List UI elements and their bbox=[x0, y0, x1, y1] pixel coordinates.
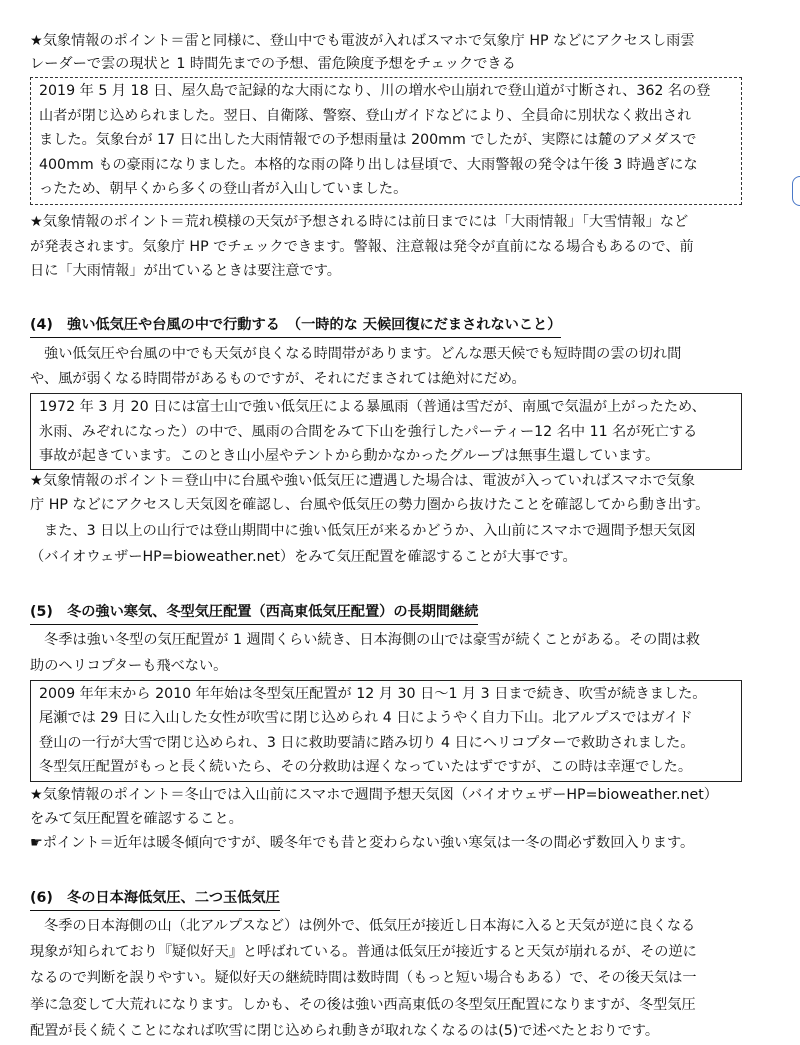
section-5-point bbox=[30, 783, 746, 855]
section-5-point-line-3: ☛ポイント＝近年は暖冬傾向ですが、暖冬年でも昔と変わらない強い寒気は一冬の間必ず数回入ります。 bbox=[30, 835, 695, 851]
section-5-point-line-1: ★気象情報のポイント＝冬山では入山前にスマホで週間予想天気図（バイオウェザーHP=bioweather.net） bbox=[30, 787, 718, 803]
case-box-fuji bbox=[30, 393, 742, 470]
section-6-body-line-3: なるので判断を誤りやすい。疑似好天の継続時間は数時間（もっと短い場合もある）で、その後天気は一 bbox=[30, 970, 697, 987]
section-6-body-line-2: 現象が知られており『疑似好天』と呼ばれている。普通は低気圧が接近すると天気が崩れるが、その逆に bbox=[30, 944, 697, 961]
section-4-extra-line-1: また、3 日以上の山行では登山期間中に強い低気圧が来るかどうか、入山前にスマホで週間予想天気図 bbox=[44, 523, 696, 539]
case-line-1: 2019 年 5 月 18 日、屋久島で記録的な大雨になり、川の増水や山崩れで登山道が寸断され、362 名の登 bbox=[39, 83, 711, 99]
fuji-line-1: 1972 年 3 月 20 日には富士山で強い低気圧による暴風雨（普通は雪だが、南風で気温が上がったため、 bbox=[39, 399, 706, 415]
case-line-4: 400mm もの豪雨になりました。本格的な雨の降り出しは昼頃で、大雨警報の発令は午後 3 時過ぎにな bbox=[39, 156, 698, 173]
winter-case-line-2: 尾瀬では 29 日に入山した女性が吹雪に閉じ込められ 4 日にようやく自力下山。北アルプスではガイド bbox=[39, 710, 693, 727]
section-4-body-line-1: 強い低気圧や台風の中でも天気が良くなる時間帯があります。どんな悪天候でも短時間の雲の切れ間 bbox=[44, 346, 682, 362]
section-5-point-line-2: をみて気圧配置を確認すること。 bbox=[30, 811, 243, 827]
section-5-heading: (5) 冬の強い寒気、冬型気圧配置（西高東低気圧配置）の長期間継続 bbox=[30, 601, 478, 625]
heavy-rain-point bbox=[30, 210, 746, 284]
section-6-body-line-1: 冬季の日本海側の山（北アルプスなど）は例外で、低気圧が接近し日本海に入ると天気が逆に良くなる bbox=[44, 918, 696, 934]
section-5-body bbox=[30, 627, 746, 679]
side-marker-icon bbox=[792, 176, 800, 206]
section-4-heading: (4) 強い低気圧や台風の中で行動する （一時的な 天候回復にだまされないこと） bbox=[30, 314, 561, 338]
section-4-body bbox=[30, 342, 746, 392]
case-box-yakushima bbox=[30, 77, 742, 205]
case-line-3: ました。気象台が 17 日に出した大雨情報での予想雨量は 200mm でしたが、実際には麓のアメダスで bbox=[39, 132, 697, 149]
section-6-body bbox=[30, 913, 746, 1044]
section-6-heading: (6) 冬の日本海低気圧、二つ玉低気圧 bbox=[30, 887, 280, 911]
fuji-line-2: 氷雨、みぞれになった）の中で、風雨の合間をみて下山を強行したパーティー12 名中 11 名が死亡する bbox=[39, 423, 698, 440]
fuji-line-3: 事故が起きています。このとき山小屋やテントから動かなかったグループは無事生還しています。 bbox=[39, 448, 660, 465]
section-6-body-line-5: 配置が長く続くことになれば吹雪に閉じ込められ動きが取れなくなるのは(5)で述べたとおりです。 bbox=[30, 1022, 660, 1039]
section-4-body-line-2: や、風が弱くなる時間帯があるものですが、それにだまされては絶対にだめ。 bbox=[30, 371, 526, 387]
winter-case-line-1: 2009 年年末から 2010 年年始は冬型気圧配置が 12 月 30 日～1 月 3 日まで続き、吹雪が続きました。 bbox=[39, 686, 707, 702]
case-line-5: ったため、朝早くから多くの登山者が入山していました。 bbox=[39, 181, 408, 198]
section-6-body-line-4: 挙に急変して大荒れになります。しかも、その後は強い西高東低の冬型気圧配置になりますが、冬型気圧 bbox=[30, 996, 696, 1013]
section-5-body-line-2: 助のヘリコプターも飛べない。 bbox=[30, 658, 228, 674]
intro-line-1: ★気象情報のポイント＝雷と同様に、登山中でも電波が入ればスマホで気象庁 HP などにアクセスし雨雲 bbox=[30, 33, 695, 49]
intro-point bbox=[30, 30, 746, 75]
winter-case-line-4: 冬型気圧配置がもっと長く続いたら、その分救助は遅くなっていたはずですが、この時は幸運でした。 bbox=[39, 758, 693, 775]
heavy-rain-line-3: 日に「大雨情報」が出ているときは要注意です。 bbox=[30, 263, 341, 279]
section-4-extra bbox=[30, 518, 746, 570]
heavy-rain-line-1: ★気象情報のポイント＝荒れ模様の天気が予想される時には前日までには「大雨情報」「大雪情報」など bbox=[30, 214, 689, 230]
winter-case-line-3: 登山の一行が大雪で閉じ込められ、3 日に救助要請に踏み切り 4 日にヘリコプターで救助されました。 bbox=[39, 734, 695, 751]
case-line-2: 山者が閉じ込められました。翌日、自衛隊、警察、登山ガイドなどにより、全員命に別状なく救出され bbox=[39, 107, 692, 124]
section-4-point-line-1: ★気象情報のポイント＝登山中に台風や強い低気圧に遭遇した場合は、電波が入っていればスマホで気象 bbox=[30, 473, 696, 489]
intro-line-2: レーダーで雲の現状と 1 時間先までの予想、雷危険度予想をチェックできる bbox=[30, 55, 516, 72]
section-4-point-line-2: 庁 HP などにアクセスし天気図を確認し、台風や低気圧の勢力圏から抜けたことを確認してから動き出す。 bbox=[30, 496, 710, 513]
section-4-point bbox=[30, 470, 746, 517]
heavy-rain-line-2: が発表されます。気象庁 HP でチェックできます。警報、注意報は発令が直前になる場合もあるので、前 bbox=[30, 238, 694, 255]
section-4-extra-line-2: （バイオウェザーHP=bioweather.net）をみて気圧配置を確認することが大事です。 bbox=[30, 549, 577, 565]
section-5-body-line-1: 冬季は強い冬型の気圧配置が 1 週間くらい続き、日本海側の山では豪雪が続くことがある。その間は救 bbox=[44, 632, 700, 648]
case-box-ozе bbox=[30, 680, 742, 782]
